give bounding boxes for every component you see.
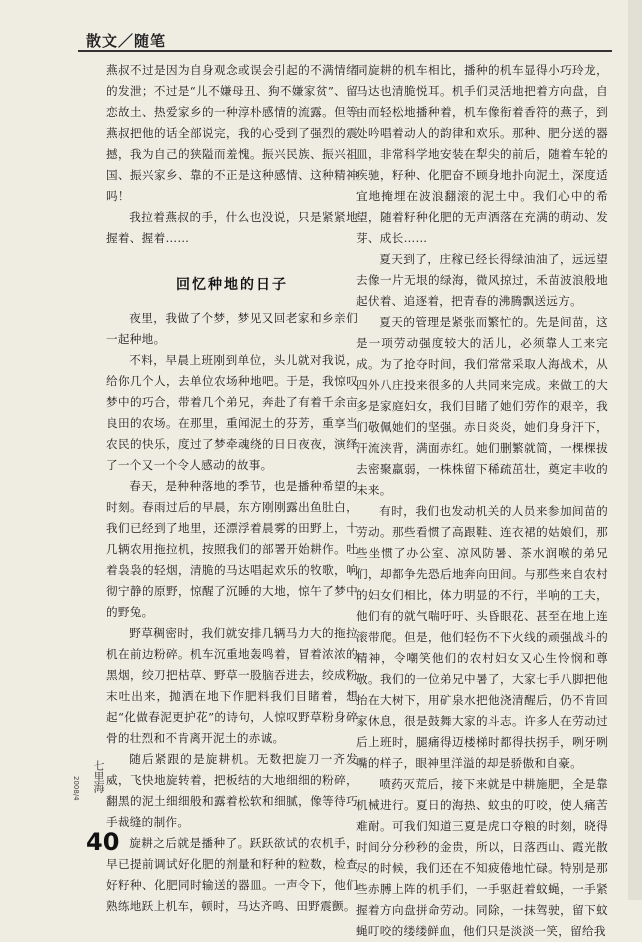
left-paragraphs-after bbox=[106, 308, 358, 917]
paragraph: 夏天到了，庄稼已经长得绿油油了，远远望去像一片无垠的绿海，微风掠过，禾苗波浪般地起伏着、追逐着，把青春的沸腾飘送远方。 bbox=[356, 252, 608, 308]
left-column bbox=[106, 60, 358, 917]
paragraph: 旋耕之后就是播种了。跃跃欲试的农机手，早已提前调试好化肥的剂量和籽种的粒数，检查好籽种、化肥同时输送的器皿。一声令下，他们熟练地跃上机车，顿时，马达齐鸣、田野震颤。 bbox=[106, 836, 358, 913]
paragraph: 我拉着燕叔的手，什么也没说，只是紧紧地握着、握着…… bbox=[106, 210, 358, 245]
article-title: 回忆种地的日子 bbox=[176, 277, 288, 293]
paragraph: 夜里，我做了个梦，梦见又回老家和乡亲们一起种地。 bbox=[106, 311, 358, 346]
header-rule bbox=[78, 50, 612, 52]
paragraph: 不料，早晨上班刚到单位，头儿就对我说，给你几个人，去单位农场种地吧。于是，我惊叹梦中的巧合，带着几个弟兄，奔赴了有着千余亩良田的农场。在那里，重闻泥土的芬芳，重享当农民的快乐，度过了梦牵魂绕的日日夜夜，演绎了一个又一个令人感动的故事。 bbox=[106, 353, 358, 472]
paragraph: 随后紧跟的是旋耕机。无数把旋刀一齐发威，飞快地旋转着，把板结的大地细细的粉碎，翻黑的泥土细细般和露着松软和细腻，像等待巧手裁缝的制作。 bbox=[106, 752, 358, 829]
paragraph: 春天，是种种落地的季节，也是播种希望的时刻。春雨过后的早晨，东方刚刚露出鱼肚白，我们已经到了地里，还漂浮着晨雾的田野上，十几辆农用拖拉机，按照我们的部署开始耕作。吐着袅袅的轻烟，清脆的马达唱起欢乐的牧歌，响彻宁静的原野，惊醒了沉睡的大地，惊午了梦中的野兔。 bbox=[106, 479, 358, 619]
left-paragraphs-before bbox=[106, 60, 358, 249]
page-edge-shadow bbox=[628, 0, 642, 900]
section-header: 散文／随笔 bbox=[86, 32, 167, 50]
paragraph: 喷药灭荒后，接下来就是中耕施肥，全是靠机械进行。夏日的海热、蚊虫的叮咬，使人痛苦难耐。可我们知道三夏是虎口夺粮的时刻，晓得时间分分秒秒的金贵，所以，日落西山、霞光散尽的时候，我们还在不知疲倦地忙碌。特别是那些赤膊上阵的机手们，一手驱赶着蚊蝇，一手紧握着方向盘拼命劳动。同除，一抹驾驶，留下蚊蝇叮咬的缕缕鲜血，他们只是淡淡一笑，留给我 bbox=[356, 777, 608, 938]
magazine-name: 七里海 bbox=[92, 760, 105, 793]
page-number: 40 bbox=[86, 828, 120, 856]
issue-number: 2008/4 bbox=[72, 776, 80, 801]
paragraph: 野草稠密时，我们就安排几辆马力大的拖拉机在前边粉碎。机车沉重地轰鸣着，冒着浓浓的黑烟，绞刀把枯草、野草一股脑吞进去，绞成粉末吐出来，抛洒在地下作肥料我们目睹着，想起“化做春泥更护花”的诗句，人惊叹野草粉身碎骨的壮烈和不肯离开泥土的赤诚。 bbox=[106, 626, 358, 745]
paragraph: 同旋耕的机车相比，播种的机车显得小巧玲龙，马达也清脆悦耳。机手们灵活地把着方向盘，自由而轻松地播种着，机车像衔着香符的燕子，到处吟唱着动人的韵律和欢乐。那种、肥分送的器皿，非常科学地安装在犁尖的前后，随着车轮的疾驰，籽种、化肥奋不顾身地扑向泥土，深度适宜地掩埋在波浪翻滚的泥土中。我们心中的希望，随着籽种化肥的无声洒落在充满的萌动、发芽、成长…… bbox=[356, 63, 608, 245]
right-paragraphs bbox=[356, 60, 608, 942]
right-column bbox=[356, 60, 608, 942]
paragraph: 有时，我们也发动机关的人员来参加间苗的劳动。那些看惯了高跟鞋、连衣裙的姑娘们，那些坐惯了办公室、凉风防暑、茶水润喉的弟兄们，却都争先恐后地奔向田间。与那些来自农村的妇女们相比，体力明显的不行，半响的工夫，他们有的就气喘吁吁、头昏眼花、甚至在地上连滚带爬。但是，他们轻伤不下火线的顽强战斗的精神，令嘲笑他们的农村妇女又心生怜悯和尊敬。我们的一位弟兄中暑了，大家七手八脚把他抬在大树下，用矿泉水把他浇清醒后，仍不肯回家休息，很是鼓舞大家的斗志。许多人在劳动过后上班时，腿痛得迈楼梯时都得扶拐手，咧牙咧嘴的样子，眼神里洋溢的却是骄傲和自豪。 bbox=[356, 504, 608, 770]
paragraph: 夏天的管理是紧张而繁忙的。先是间苗，这是一项劳动强度较大的活儿，必须靠人工来完成。为了抢夺时间，我们常常采取人海战术，从四外八庄投来很多的人共同来完成。来做工的大多是家庭妇女，我们目睹了她们劳作的艰辛，我们敬佩她们的坚强。赤日炎炎，她们身身汗下，汗流浃背，满面赤红。她们删繁就简，一棵棵拔去密聚羸弱，一株株留下稀疏茁壮，奠定丰收的未来。 bbox=[356, 315, 608, 497]
paragraph: 燕叔不过是因为自身观念或误会引起的不满情绪的发泄；不过是“儿不嫌母丑、狗不嫌家贫”、留恋故土、热爱家乡的一种淳朴感情的流露。但等燕叔把他的话全部说完，我的心受到了强烈的震撼，我为自己的狭隘而羞愧。振兴民族、振兴祖国、振兴家乡、靠的不正是这种感情、这种精神吗！ bbox=[106, 63, 358, 203]
